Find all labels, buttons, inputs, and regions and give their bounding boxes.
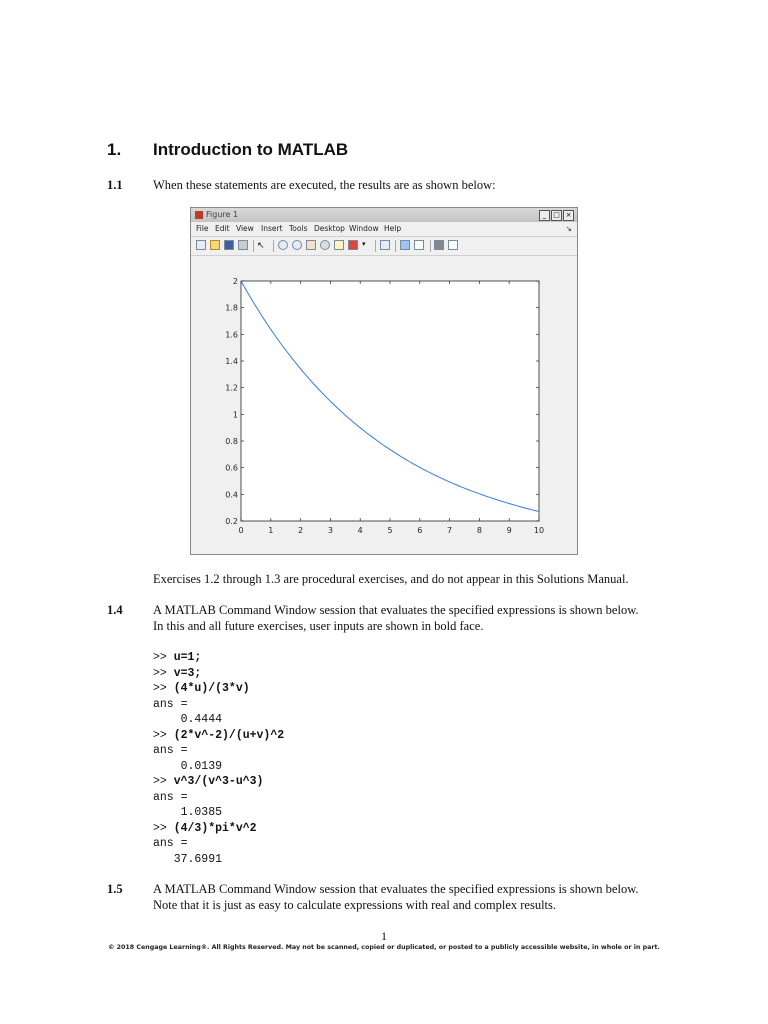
menu-insert[interactable]: Insert [261,224,283,233]
chapter-number: 1. [107,140,122,159]
zoom-out-icon[interactable] [292,240,302,250]
hide-tools-icon[interactable] [414,240,424,250]
exercise-number-1-1: 1.1 [107,178,123,192]
menu-help[interactable]: Help [384,224,402,233]
window-title: Figure 1 [206,210,239,219]
menu-window[interactable]: Window [349,224,379,233]
y-tick-label: 1.4 [225,357,238,366]
menu-view[interactable]: View [236,224,254,233]
x-tick-label: 3 [327,526,333,535]
exercise-number-1-5: 1.5 [107,882,123,896]
chapter-title: Introduction to MATLAB [153,140,349,159]
y-tick-label: 0.6 [225,463,238,473]
exercise-note: Exercises 1.2 through 1.3 are procedural exercises, and do not appear in this Solutions Manual. [153,572,629,586]
y-tick-label: 0.2 [225,517,238,526]
x-tick-label: 6 [417,526,423,535]
x-tick-label: 1 [268,526,274,535]
y-tick-label: 1 [232,410,238,420]
open-folder-icon[interactable] [210,240,220,250]
link-icon[interactable]: ▾ [362,240,366,248]
new-file-icon[interactable] [196,240,206,250]
x-tick-label: 2 [298,526,304,535]
y-tick-label: 1.8 [225,303,238,313]
x-tick-label: 4 [357,526,363,535]
dock-arrow-icon[interactable]: ↘ [565,224,572,233]
y-tick-label: 2 [232,277,238,286]
minimize-button[interactable]: _ [539,210,550,221]
x-tick-label: 5 [387,526,393,535]
x-tick-label: 9 [506,526,512,535]
zoom-in-icon[interactable] [278,240,288,250]
exercise-1-1-text: When these statements are executed, the results are as shown below: [153,178,496,192]
figure-toolbar [191,236,577,256]
x-tick-label: 7 [447,526,453,535]
menu-desktop[interactable]: Desktop [314,224,345,233]
line-plot [191,255,577,555]
menu-edit[interactable]: Edit [215,224,230,233]
menu-bar [191,223,577,235]
exercise-1-5-text: A MATLAB Command Window session that evaluates the specified expressions is shown below. Note that it is just as easy to calculate expressions with real and complex results. [153,882,639,912]
brush-icon[interactable] [348,240,358,250]
exercise-number-1-4: 1.4 [107,603,123,617]
pan-icon[interactable] [306,240,316,250]
menu-file[interactable]: File [196,224,209,233]
plot-axes-box [241,281,539,521]
close-button[interactable]: × [563,210,574,221]
command-window-session: >> u=1; >> v=3; >> (4*u)/(3*v) ans = 0.4444 >> (2*v^-2)/(u+v)^2 ans = 0.0139 >> v^3/(v^3-u^3) ans = 1.0385 >> (4/3)*pi*v^2 ans = 37.6991 [153,651,285,866]
legend-icon[interactable] [400,240,410,250]
y-tick-label: 1.6 [225,330,238,340]
y-tick-label: 0.4 [225,490,238,500]
menu-tools[interactable]: Tools [289,224,308,233]
rotate-icon[interactable] [320,240,330,250]
x-tick-label: 10 [533,526,545,535]
print-icon[interactable] [238,240,248,250]
copyright-footer: © 2018 Cengage Learning®. All Rights Reserved. May not be scanned, copied or duplicated, or posted to a publicly accessible website, in whole or in part. [108,944,660,951]
show-tools-icon[interactable] [434,240,444,250]
data-cursor-icon[interactable] [334,240,344,250]
maximize-button[interactable]: □ [551,210,562,221]
page-number: 1 [381,929,387,943]
y-tick-label: 1.2 [225,383,238,393]
y-tick-label: 0.8 [225,437,238,446]
pointer-icon[interactable]: ↖ [257,240,265,250]
dock-figure-icon[interactable] [448,240,458,250]
matlab-figure-window [190,207,578,555]
window-titlebar[interactable] [191,208,577,222]
matlab-logo-icon [195,211,203,219]
save-icon[interactable] [224,240,234,250]
colorbar-icon[interactable] [380,240,390,250]
x-tick-label: 0 [238,526,244,535]
exercise-1-4-text: A MATLAB Command Window session that evaluates the specified expressions is shown below. In this and all future exercises, user inputs are shown in bold face. [153,603,639,633]
x-tick-label: 8 [476,526,482,535]
